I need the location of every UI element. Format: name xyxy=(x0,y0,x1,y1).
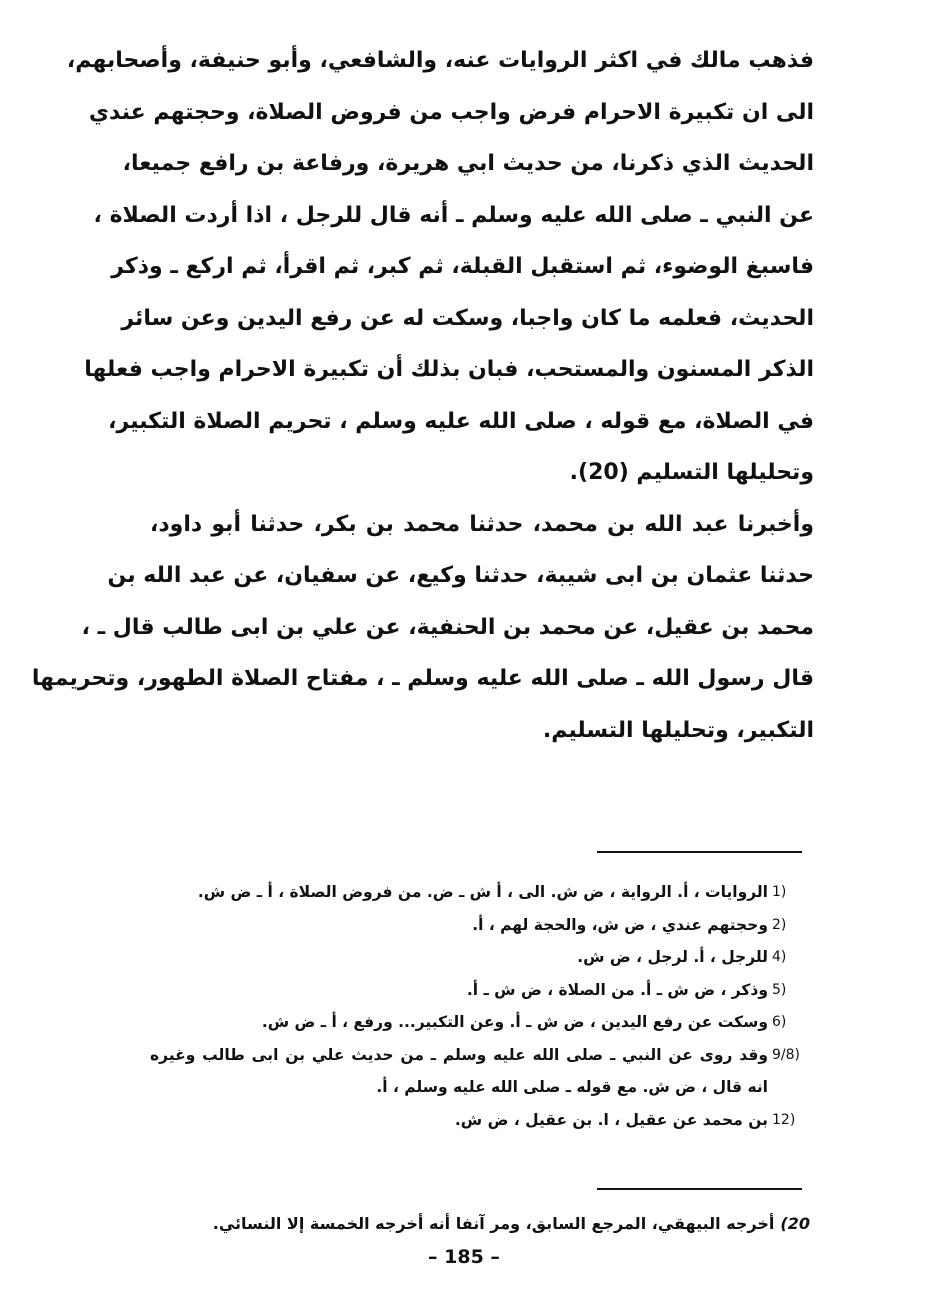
text-line-content: الحديث الذي ذكرنا، من حديث ابي هريرة، ورفاعة بن رافع جميعا، xyxy=(122,151,814,176)
variant-note xyxy=(150,941,810,974)
text-line-content: وتحليلها التسليم (20). xyxy=(569,460,814,485)
source-separator xyxy=(597,1188,802,1190)
variant-note-number: 9/8) xyxy=(772,1046,800,1063)
variant-notes xyxy=(150,876,810,1136)
text-line xyxy=(88,87,814,139)
text-line-content: حدثنا عثمان بن ابى شيبة، حدثنا وكيع، عن سفيان، عن عبد الله بن xyxy=(107,563,814,588)
text-line xyxy=(150,447,814,499)
text-line-content: فاسبغ الوضوء، ثم استقبل القبلة، ثم كبر، ثم اقرأ، ثم اركع ـ وذكر xyxy=(111,254,814,279)
main-text xyxy=(31,35,814,756)
variant-note-number: 12) xyxy=(772,1111,796,1128)
variant-note-number: 6) xyxy=(772,1014,787,1030)
text-line-content: وأخبرنا عبد الله بن محمد، حدثنا محمد بن بكر، حدثنا أبو داود، xyxy=(150,511,814,537)
text-line xyxy=(111,241,814,293)
text-line xyxy=(107,550,814,602)
text-line xyxy=(31,653,814,705)
variant-note xyxy=(150,1071,810,1104)
variant-note xyxy=(150,876,810,909)
text-line-content: عن النبي ـ صلى الله عليه وسلم ـ أنه قال للرجل ، اذا أردت الصلاة ، xyxy=(93,202,814,228)
text-line-content: الحديث، فعلمه ما كان واجبا، وسكت له عن رفع اليدين وعن سائر xyxy=(121,305,814,331)
footnote-separator xyxy=(597,851,802,853)
source-footnote xyxy=(170,1210,810,1238)
variant-note xyxy=(150,909,810,942)
text-line-content: في الصلاة، مع قوله ، صلى الله عليه وسلم ، تحريم الصلاة التكبير، xyxy=(108,408,814,434)
variant-note xyxy=(150,1006,810,1039)
text-line xyxy=(121,293,814,345)
variant-note-number: 2) xyxy=(772,916,787,933)
source-footnote-text: أخرجه البيهقي، المرجع السابق، ومر آنفا أنه أخرجه الخمسة إلا النسائي. xyxy=(212,1214,775,1233)
variant-note-text: وسكت عن رفع اليدين ، ض ش ـ أ. وعن التكبير... ورفع ، أ ـ ض ش. xyxy=(261,1013,768,1031)
variant-note-text: الروايات ، أ. الرواية ، ض ش. الى ، أ ش ـ ض. من فروض الصلاة ، أ ـ ض ش. xyxy=(197,883,768,901)
text-line xyxy=(84,344,814,396)
variant-note-text: وقد روى عن النبي ـ صلى الله عليه وسلم ـ من حديث علي بن ابى طالب وغيره xyxy=(150,1045,768,1064)
text-line xyxy=(93,190,814,242)
page-number: – 185 – xyxy=(428,1246,500,1268)
variant-note xyxy=(150,974,810,1007)
variant-note-text: وحجتهم عندي ، ض ش، والحجة لهم ، أ. xyxy=(472,915,768,934)
variant-note xyxy=(150,1104,810,1137)
variant-note-text: انه قال ، ض ش. مع قوله ـ صلى الله عليه وسلم ، أ. xyxy=(376,1078,768,1096)
text-line xyxy=(150,705,814,757)
text-line xyxy=(108,396,814,448)
text-line-content: فذهب مالك في اكثر الروايات عنه، والشافعي، وأبو حنيفة، وأصحابهم، xyxy=(66,48,814,73)
text-line-content: الى ان تكبيرة الاحرام فرض واجب من فروض الصلاة، وحجتهم عندي xyxy=(88,99,814,125)
variant-note-text: للرجل ، أ. لرجل ، ض ش. xyxy=(577,948,768,966)
text-line-content: محمد بن عقيل، عن محمد بن الحنفية، عن علي بن ابى طالب قال ـ ، xyxy=(81,614,814,640)
text-line-content: الذكر المسنون والمستحب، فبان بذلك أن تكبيرة الاحرام واجب فعلها xyxy=(84,357,814,382)
text-line-content: قال رسول الله ـ صلى الله عليه وسلم ـ ، مفتاح الصلاة الطهور، وتحريمها xyxy=(31,666,814,691)
text-line-content: التكبير، وتحليلها التسليم. xyxy=(542,717,814,743)
variant-note-number: 4) xyxy=(772,949,787,965)
text-line xyxy=(66,35,814,87)
variant-note-text: بن محمد عن عقيل ، ا. بن عقيل ، ض ش. xyxy=(454,1110,768,1129)
text-line xyxy=(150,499,814,551)
variant-note-number: 5) xyxy=(772,981,787,998)
text-line xyxy=(81,602,814,654)
variant-note xyxy=(150,1039,810,1072)
variant-note-number: 1) xyxy=(772,884,787,900)
source-footnote-number: 20) xyxy=(780,1214,810,1233)
text-line xyxy=(122,138,814,190)
variant-note-text: وذكر ، ض ش ـ أ. من الصلاة ، ض ش ـ أ. xyxy=(466,980,768,999)
